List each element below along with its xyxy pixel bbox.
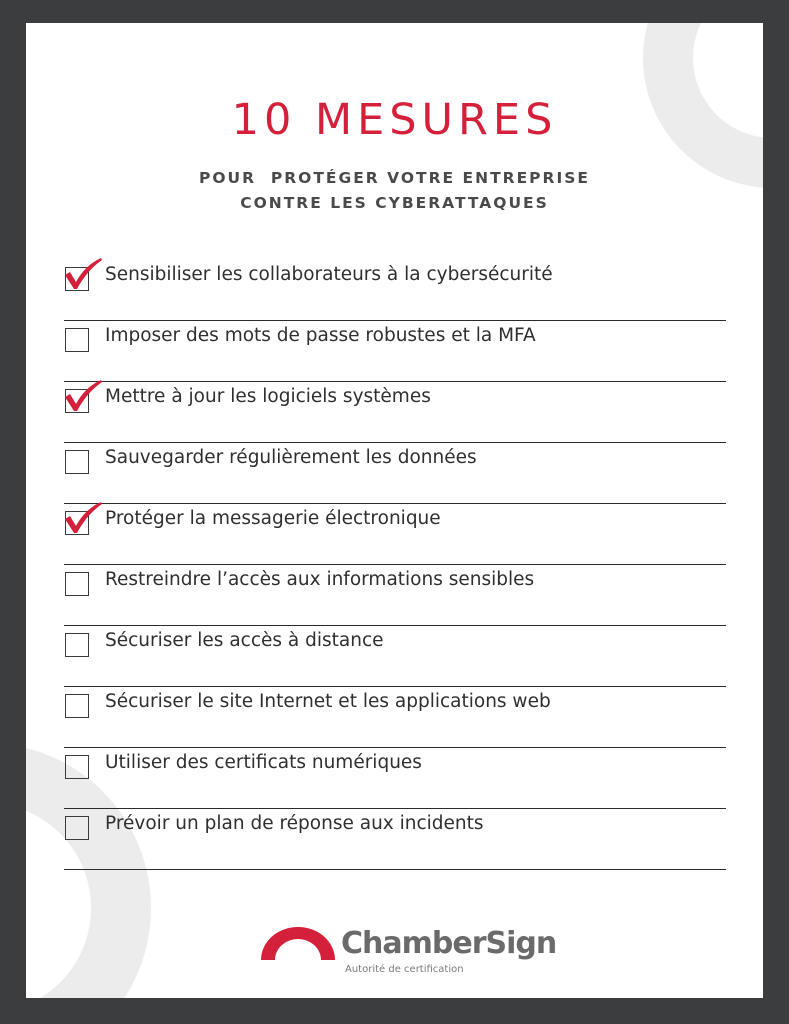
checkbox-icon[interactable] xyxy=(65,450,89,474)
arch-logo-icon xyxy=(259,922,337,962)
checklist-item xyxy=(64,626,726,687)
checklist-item xyxy=(64,504,726,565)
checklist-item-label: Restreindre l’accès aux informations sensibles xyxy=(105,569,535,590)
checklist-item-label: Sensibiliser les collaborateurs à la cybersécurité xyxy=(105,264,553,285)
checklist-item xyxy=(64,565,726,626)
checklist-item-label: Sécuriser les accès à distance xyxy=(105,630,384,651)
checklist-item-label: Utiliser des certificats numériques xyxy=(105,752,422,773)
checklist-item xyxy=(64,321,726,382)
checklist-item xyxy=(64,260,726,321)
checklist-item-label: Prévoir un plan de réponse aux incidents xyxy=(105,813,484,834)
checkmark-icon xyxy=(62,501,104,535)
checkmark-icon xyxy=(62,379,104,413)
document-page xyxy=(26,23,763,998)
checklist-item xyxy=(64,809,726,870)
checkbox-icon[interactable] xyxy=(65,633,89,657)
chambersign-logo xyxy=(259,922,559,982)
checkbox-icon[interactable] xyxy=(65,572,89,596)
subtitle-line-1: POUR PROTÉGER VOTRE ENTREPRISE xyxy=(199,169,590,187)
checkbox-icon[interactable] xyxy=(65,816,89,840)
checklist-item-label: Sécuriser le site Internet et les applications web xyxy=(105,691,551,712)
checklist-item xyxy=(64,687,726,748)
checkbox-icon[interactable] xyxy=(65,328,89,352)
checkmark-icon xyxy=(62,257,104,291)
checklist-item-label: Protéger la messagerie électronique xyxy=(105,508,441,529)
subtitle-line-2: CONTRE LES CYBERATTAQUES xyxy=(240,194,549,212)
checklist-item-label: Imposer des mots de passe robustes et la MFA xyxy=(105,325,536,346)
page-subtitle xyxy=(26,166,763,216)
checklist-item-label: Mettre à jour les logiciels systèmes xyxy=(105,386,431,407)
logo-brand-name: ChamberSign xyxy=(341,926,557,961)
checklist-item xyxy=(64,382,726,443)
checklist-item xyxy=(64,443,726,504)
checklist xyxy=(64,260,726,870)
page-title: 10 MESURES xyxy=(231,95,558,145)
checklist-item xyxy=(64,748,726,809)
logo-tagline: Autorité de certification xyxy=(345,964,464,975)
checklist-item-label: Sauvegarder régulièrement les données xyxy=(105,447,477,468)
checkbox-icon[interactable] xyxy=(65,694,89,718)
checkbox-icon[interactable] xyxy=(65,755,89,779)
divider-line xyxy=(64,869,726,870)
